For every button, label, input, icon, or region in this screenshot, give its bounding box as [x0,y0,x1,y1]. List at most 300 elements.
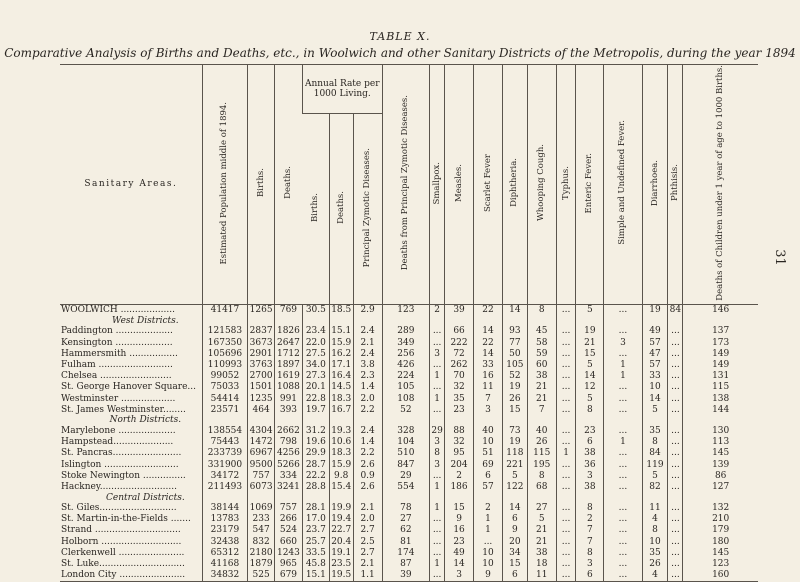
table-cell: ... [668,525,683,536]
table-cell: 14 [445,558,474,569]
empty-cell [202,316,248,326]
table-cell: 1 [556,448,576,459]
table-cell: 204 [445,459,474,470]
table-cell: 2662 [274,425,302,436]
header-child-deaths: Deaths of Children under 1 year of age to 1000 Births. [683,65,758,305]
table-cell: ... [668,348,683,359]
table-cell: 60 [527,359,556,370]
table-cell: 160 [683,570,758,582]
table-cell: ... [556,326,576,337]
table-cell: ... [668,570,683,582]
table-cell: 4 [642,514,668,525]
table-cell: 40 [474,425,503,436]
table-row [60,425,758,436]
table-cell: 5266 [274,459,302,470]
table-cell: 510 [382,448,430,459]
table-cell: 32 [445,382,474,393]
table-cell: ... [668,459,683,470]
table-cell: ... [556,547,576,558]
table-cell: 29 [431,425,443,436]
table-cell: 20.1 [302,382,329,393]
table-row [60,514,758,525]
table-cell: 65312 [202,547,248,558]
table-cell: 1 [430,393,445,404]
table-cell: 1088 [274,382,302,393]
table-row [60,393,758,404]
area-name-cell: St. Luke.............................. [61,559,185,570]
empty-cell [502,316,527,326]
table-cell: 9.8 [329,470,353,481]
table-cell: ... [430,326,445,337]
header-rate-births: Births. [302,114,329,304]
table-cell: 13783 [202,514,248,525]
empty-cell [248,415,275,425]
table-cell: 45 [527,326,556,337]
header-rate-zymotic: Principal Zymotic Diseases. [353,114,382,304]
empty-cell [683,415,758,425]
area-name-cell: Marylebone .................... [61,425,176,436]
table-cell: 40 [527,425,556,436]
table-cell: 426 [382,359,430,370]
table-cell: 1 [604,437,642,448]
table-cell: 9 [445,514,474,525]
table-cell: 88 [445,425,474,436]
table-cell: 847 [382,459,430,470]
table-cell: 23 [576,425,604,436]
empty-cell [556,415,576,425]
table-cell: 1 [474,525,503,536]
table-cell: ... [668,536,683,547]
table-cell: ... [430,525,445,536]
table-cell: ... [556,536,576,547]
table-cell: 58 [527,337,556,348]
table-cell: 84 [642,448,668,459]
table-cell: 19.6 [302,437,329,448]
table-cell: ... [604,425,642,436]
table-cell: 2.7 [353,547,382,558]
table-cell: 7 [527,404,556,415]
table-cell: 7 [474,393,503,404]
section-heading [60,316,758,326]
table-cell: 3763 [249,360,273,371]
header-annual-rate: Annual Rate per 1000 Living. [302,65,382,114]
table-cell: 10 [642,382,668,393]
table-cell: 2901 [249,348,273,359]
table-cell: 115 [683,382,758,393]
area-name-cell: Hampstead..................... [61,437,174,448]
table-cell: 15.1 [302,570,329,582]
table-cell: 393 [274,404,302,415]
empty-cell [353,493,382,503]
table-cell: 26 [642,558,668,569]
table-cell: 3.8 [353,359,382,370]
table-cell: 8 [576,547,604,558]
section-label: Central Districts. [106,492,185,503]
table-cell: 15 [502,404,527,415]
table-cell: 2 [445,470,474,481]
empty-cell [382,493,430,503]
table-cell: 1 [430,481,445,492]
table-cell: ... [668,448,683,459]
table-cell: ... [604,304,642,316]
area-name-cell: St. George Hanover Square... [61,382,196,393]
table-cell: ... [556,404,576,415]
table-cell: 12 [576,382,604,393]
table-cell: 331900 [202,459,248,470]
area-name-cell: Hammersmith ................. [61,348,178,359]
table-cell: 174 [382,547,430,558]
table-cell: 233 [248,514,275,525]
table-cell: 167350 [202,337,248,348]
table-cell: 16 [474,371,503,382]
table-cell: 2.6 [353,459,382,470]
table-cell: ... [556,425,576,436]
table-cell: ... [668,404,683,415]
area-name-cell: Westminster ................... [61,393,176,404]
empty-cell [556,316,576,326]
area-name-cell: Kensington .................... [61,337,173,348]
table-cell: 222 [445,337,474,348]
table-cell: 54414 [202,393,248,404]
empty-cell [382,316,430,326]
table-cell: 349 [382,337,430,348]
empty-cell [604,415,642,425]
table-cell: 14 [576,371,604,382]
table-cell: 1 [430,371,445,382]
table-cell: ... [668,514,683,525]
table-cell: 2.4 [353,348,382,359]
table-cell: 965 [274,558,302,569]
table-cell: 121583 [202,326,248,337]
empty-cell [382,415,430,425]
table-cell: 86 [683,470,758,481]
table-cell: 8 [430,448,445,459]
table-cell: 4256 [274,448,302,459]
empty-cell [445,493,474,503]
table-cell: ... [604,536,642,547]
table-cell: 33 [642,371,668,382]
table-cell: 32438 [202,536,248,547]
empty-cell [302,415,329,425]
table-cell: 1243 [274,547,302,558]
empty-cell [202,415,248,425]
table-cell: 132 [683,503,758,514]
table-cell: 23 [445,536,474,547]
table-cell: 1.1 [353,570,382,582]
table-cell: 3 [430,348,445,359]
empty-cell [527,415,556,425]
table-cell: 19.1 [331,547,352,558]
table-row [60,348,758,359]
table-cell: ... [430,536,445,547]
table-cell: 22 [474,337,503,348]
table-cell: 145 [683,547,758,558]
area-name-cell: Paddington .................... [61,326,173,337]
table-cell: 16.2 [331,348,352,359]
area-name-cell: Islington .......................... [61,459,179,470]
table-cell: 23571 [202,404,248,415]
header-rate-deaths: Deaths. [329,114,353,304]
table-row [60,459,758,470]
empty-cell [576,415,604,425]
table-cell: 179 [683,525,758,536]
table-row [60,404,758,415]
empty-cell [302,316,329,326]
empty-cell [329,415,353,425]
table-row [60,371,758,382]
table-cell: 27.5 [302,348,329,359]
table-cell: 1712 [274,348,302,359]
table-cell: ... [668,558,683,569]
header-phthisis: Phthisis. [668,65,683,305]
table-cell: 50 [502,348,527,359]
table-cell: 525 [248,570,275,582]
table-cell: ... [604,525,642,536]
table-cell: ... [668,547,683,558]
table-cell: 14 [642,393,668,404]
table-cell: 45.8 [302,558,329,569]
table-cell: 38144 [202,503,248,514]
table-cell: 7 [576,525,604,536]
table-cell: 1897 [274,359,302,370]
table-cell: 20 [502,536,527,547]
table-cell: ... [430,570,445,582]
empty-cell [302,493,329,503]
table-cell: 547 [248,525,275,536]
table-cell: 16.7 [331,404,352,415]
table-cell: 3 [445,570,474,582]
table-cell: 75443 [202,437,248,448]
header-deaths: Deaths. [274,65,302,305]
empty-cell [556,493,576,503]
table-cell: 221 [502,459,527,470]
table-subtitle: Comparative Analysis of Births and Deaths, etc., in Woolwich and other Sanitary Districts of the Metropolis, during the year 1894 [4,46,796,60]
table-cell: 73 [502,425,527,436]
table-cell: 21 [527,382,556,393]
table-cell: 110993 [202,359,248,370]
table-cell: 27 [527,503,556,514]
table-cell: 139 [683,459,758,470]
table-cell: 334 [274,470,302,481]
table-cell: 173 [683,337,758,348]
empty-cell [668,316,683,326]
table-cell: 1.4 [353,437,382,448]
table-cell: 59 [527,348,556,359]
table-cell: 8 [527,470,556,481]
empty-cell [474,316,503,326]
table-cell: 66 [445,326,474,337]
table-cell: 29.9 [302,448,329,459]
table-cell: 211493 [202,481,248,492]
table-cell: ... [604,393,642,404]
table-cell: 23.5 [331,559,352,570]
table-cell: 798 [274,437,302,448]
table-cell: 14 [474,348,503,359]
table-cell: 19 [576,326,604,337]
table-row [60,558,758,569]
table-cell: 769 [274,304,302,316]
table-cell: 2.1 [353,558,382,569]
area-name-cell: St. Giles........................... [61,503,177,514]
table-cell: 115 [527,448,556,459]
table-cell: 2700 [249,371,273,382]
table-cell: ... [430,382,445,393]
table-cell: 144 [683,404,758,415]
table-cell: 146 [683,304,758,316]
table-cell: 2.2 [353,404,382,415]
table-cell: 8 [527,304,556,316]
table-cell: ... [668,393,683,404]
table-cell: 660 [274,536,302,547]
table-cell: 68 [527,481,556,492]
table-cell: 28.7 [302,459,329,470]
table-cell: 464 [248,404,275,415]
empty-cell [576,493,604,503]
table-cell: 10 [642,536,668,547]
table-cell: 2.6 [353,481,382,492]
table-cell: 108 [382,393,430,404]
empty-cell [502,415,527,425]
table-cell: 328 [382,425,430,436]
table-cell: 17.1 [331,360,352,371]
table-cell: 3 [576,558,604,569]
table-cell: 19.7 [302,404,329,415]
table-cell: 21 [527,393,556,404]
header-diarrhoea: Diarrhoea. [642,65,668,305]
table-cell: 3673 [249,337,273,348]
section-label: North Districts. [109,415,182,426]
table-cell: 57 [642,359,668,370]
table-row [60,382,758,393]
table-cell: 233739 [202,448,248,459]
table-cell: 10.6 [331,437,352,448]
header-simple-fever: Simple and Undefined Fever. [604,65,642,305]
table-cell: 21 [527,525,556,536]
table-cell: 15.9 [331,459,352,470]
empty-cell [527,316,556,326]
table-cell: 19.9 [331,503,352,514]
table-cell: 1826 [274,326,302,337]
area-name-cell: Clerkenwell ....................... [61,547,185,558]
table-cell: 39 [382,570,430,582]
table-cell: 49 [642,326,668,337]
table-cell: 5 [576,393,604,404]
table-cell: ... [556,337,576,348]
table-cell: 52 [502,371,527,382]
table-cell: ... [556,304,576,316]
table-cell: 105 [382,382,430,393]
table-cell: 2.7 [353,525,382,536]
table-cell: 25.7 [302,536,329,547]
table-row [60,326,758,337]
header-births: Births. [248,65,275,305]
table-cell: 81 [382,536,430,547]
table-cell: ... [604,448,642,459]
table-cell: ... [668,437,683,448]
table-cell: 5 [642,470,668,481]
empty-cell [474,493,503,503]
table-cell: ... [556,459,576,470]
table-cell: 195 [527,459,556,470]
header-area: Sanitary Areas. [60,65,202,305]
table-cell: 77 [502,337,527,348]
area-name-cell: London City ....................... [60,570,202,582]
table-cell: ... [430,337,445,348]
table-cell: 1472 [249,437,273,448]
table-cell: 11 [474,382,503,393]
table-cell: ... [668,382,683,393]
table-cell: 21 [576,337,604,348]
table-row [60,570,758,582]
table-cell: ... [668,359,683,370]
table-cell: 127 [683,481,758,492]
table-cell: 2.1 [353,503,382,514]
table-cell: ... [604,547,642,558]
empty-cell [527,493,556,503]
table-cell: 23 [445,404,474,415]
header-whooping-cough: Whooping Cough. [527,65,556,305]
table-cell: 16 [445,525,474,536]
table-cell: 832 [248,536,275,547]
table-cell: 34.0 [302,359,329,370]
table-cell: ... [556,382,576,393]
table-row [60,525,758,536]
table-cell: 3 [604,337,642,348]
header-enteric-fever: Enteric Fever. [576,65,604,305]
area-name-cell: WOOLWICH ................... [61,305,175,316]
table-cell: 21 [527,536,556,547]
header-scarlet-fever: Scarlet Fever [474,65,503,305]
table-cell: 23.7 [302,525,329,536]
table-cell: 14 [502,503,527,514]
area-name-cell: Stoke Newington ............... [61,470,186,481]
empty-cell [274,415,302,425]
table-cell: ... [430,404,445,415]
table-cell: 39 [445,304,474,316]
table-cell: 104 [382,437,430,448]
table-cell: 18.5 [331,305,352,316]
table-cell: 256 [382,348,430,359]
table-cell: 23.4 [302,326,329,337]
table-cell: 15 [576,348,604,359]
table-cell: 3 [576,470,604,481]
table-cell: 145 [683,448,758,459]
table-row [60,470,758,481]
table-cell: 34832 [202,570,248,582]
empty-cell [248,316,275,326]
table-cell: 3 [474,404,503,415]
table-cell: 3241 [274,481,302,492]
area-name-cell: Hackney........................... [61,481,177,492]
table-cell: 15.1 [331,326,352,337]
table-cell: 2 [430,304,445,316]
table-cell: ... [604,382,642,393]
table-cell: 10 [474,437,503,448]
table-cell: 122 [502,481,527,492]
table-cell: 5 [642,404,668,415]
table-row [60,481,758,492]
table-cell: 262 [445,359,474,370]
table-row [60,359,758,370]
table-cell: 2 [474,503,503,514]
table-cell: 6 [576,437,604,448]
area-name-cell: St. Pancras........................ [61,448,182,459]
table-cell: 3 [430,459,445,470]
table-cell: 75033 [202,382,248,393]
table-cell: 6073 [249,481,273,492]
table-cell: 210 [683,514,758,525]
empty-cell [430,316,445,326]
